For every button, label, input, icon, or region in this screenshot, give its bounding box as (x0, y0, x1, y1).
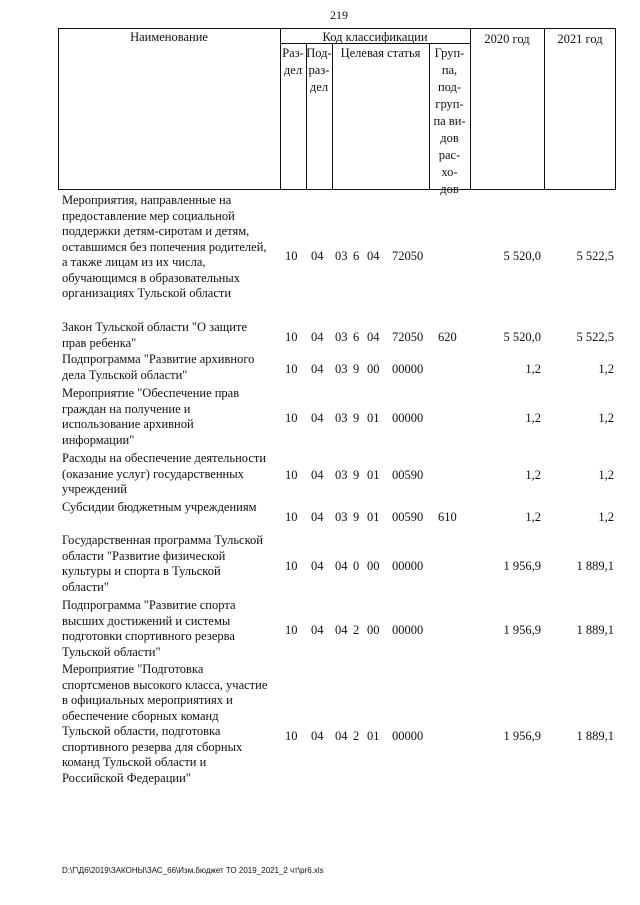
header-target: Целевая статья (340, 46, 421, 60)
cell-t1: 04 (335, 623, 348, 637)
cell-pr: 04 (311, 559, 324, 573)
cell-2020: 5 520,0 (503, 249, 541, 263)
cell-t4: 00590 (392, 468, 424, 482)
header-group: Груп- па, под- груп- па ви- дов рас- хо- дов (433, 46, 466, 196)
cell-2020: 1,2 (525, 510, 541, 524)
row-name: Мероприятия, направленные на предоставление мер социальной поддержки детям-сиротам и детям, оставшимся без попечения родителей, а также лицам из их числа, обучающимся в образовательных организациях Тульской области (62, 193, 267, 300)
cell-t4: 00000 (392, 729, 424, 743)
cell-t4: 00000 (392, 362, 424, 376)
cell-t4: 00590 (392, 510, 424, 524)
cell-t4: 00000 (392, 559, 424, 573)
cell-rz: 10 (285, 362, 298, 376)
row-name: Мероприятие "Подготовка спортсменов высокого класса, участие в официальных мероприятиях и обеспечение сборных команд Тульской области, подготовка спортивного резерва для сборных команд Тульской области и Российской Федерации" (62, 662, 268, 785)
cell-t4: 00000 (392, 411, 424, 425)
cell-t2: 9 (353, 411, 360, 425)
cell-2020: 1 956,9 (503, 623, 541, 637)
row-name: Подпрограмма "Развитие спорта высших достижений и системы подготовки спортивного резерва Тульской области" (62, 598, 236, 659)
cell-pr: 04 (311, 468, 324, 482)
page-number: 219 (330, 8, 348, 22)
cell-vr: 620 (438, 330, 457, 344)
cell-t2: 2 (353, 623, 360, 637)
cell-t3: 01 (367, 468, 380, 482)
row-name: Подпрограмма "Развитие архивного дела Тульской области" (62, 352, 255, 382)
cell-t1: 03 (335, 468, 348, 482)
header-2021: 2021 год (557, 32, 603, 46)
cell-rz: 10 (285, 623, 298, 637)
cell-2021: 5 522,5 (576, 330, 614, 344)
cell-t3: 04 (367, 249, 380, 263)
cell-pr: 04 (311, 510, 324, 524)
cell-t1: 03 (335, 362, 348, 376)
cell-2021: 5 522,5 (576, 249, 614, 263)
cell-t3: 01 (367, 729, 380, 743)
cell-t2: 6 (353, 330, 360, 344)
cell-rz: 10 (285, 559, 298, 573)
header-2020: 2020 год (484, 32, 530, 46)
cell-t4: 72050 (392, 330, 424, 344)
cell-pr: 04 (311, 249, 324, 263)
cell-t2: 2 (353, 729, 360, 743)
cell-t1: 03 (335, 411, 348, 425)
cell-pr: 04 (311, 362, 324, 376)
header-code: Код классификации (322, 30, 428, 44)
cell-t2: 9 (353, 468, 360, 482)
cell-2020: 1 956,9 (503, 729, 541, 743)
cell-2021: 1,2 (598, 362, 614, 376)
header-name: Наименование (130, 30, 208, 44)
cell-t3: 01 (367, 510, 380, 524)
file-path-footer: D:\Г\Д6\2019\ЗАКОНЫ\ЗАС_66\Изм.бюджет ТО 2019_2021_2 чт\pr6.xls (62, 866, 324, 875)
cell-t1: 04 (335, 729, 348, 743)
cell-rz: 10 (285, 330, 298, 344)
cell-t3: 00 (367, 559, 380, 573)
cell-t1: 03 (335, 510, 348, 524)
table-header (58, 28, 616, 196)
cell-pr: 04 (311, 330, 324, 344)
cell-2021: 1,2 (598, 411, 614, 425)
cell-rz: 10 (285, 249, 298, 263)
row-name: Закон Тульской области "О защите прав ребенка" (62, 320, 247, 350)
cell-2020: 1 956,9 (503, 559, 541, 573)
cell-2020: 1,2 (525, 362, 541, 376)
cell-t1: 04 (335, 559, 348, 573)
header-section: Раз- дел (282, 46, 304, 77)
row-name: Субсидии бюджетным учреждениям (62, 500, 257, 514)
cell-2021: 1,2 (598, 468, 614, 482)
cell-t1: 03 (335, 330, 348, 344)
row-name: Мероприятие "Обеспечение прав граждан на получение и использование архивной информации" (62, 386, 240, 447)
cell-2020: 1,2 (525, 468, 541, 482)
cell-2021: 1 889,1 (576, 559, 614, 573)
cell-rz: 10 (285, 468, 298, 482)
cell-t2: 9 (353, 510, 360, 524)
row-name: Расходы на обеспечение деятельности (оказание услуг) государственных учреждений (62, 451, 267, 496)
cell-2020: 1,2 (525, 411, 541, 425)
cell-t3: 01 (367, 411, 380, 425)
cell-pr: 04 (311, 411, 324, 425)
cell-t2: 9 (353, 362, 360, 376)
cell-pr: 04 (311, 729, 324, 743)
cell-2021: 1 889,1 (576, 729, 614, 743)
cell-t2: 0 (353, 559, 360, 573)
cell-t2: 6 (353, 249, 360, 263)
cell-2021: 1,2 (598, 510, 614, 524)
cell-t3: 00 (367, 623, 380, 637)
cell-rz: 10 (285, 411, 298, 425)
cell-2020: 5 520,0 (503, 330, 541, 344)
cell-2021: 1 889,1 (576, 623, 614, 637)
cell-t3: 04 (367, 330, 380, 344)
cell-t4: 72050 (392, 249, 424, 263)
cell-pr: 04 (311, 623, 324, 637)
cell-vr: 610 (438, 510, 457, 524)
cell-t3: 00 (367, 362, 380, 376)
cell-rz: 10 (285, 729, 298, 743)
row-name: Государственная программа Тульской области "Развитие физической культуры и спорта в Тульской области" (62, 533, 263, 594)
cell-t4: 00000 (392, 623, 424, 637)
header-subsection: Под- раз- дел (306, 46, 332, 94)
cell-t1: 03 (335, 249, 348, 263)
cell-rz: 10 (285, 510, 298, 524)
